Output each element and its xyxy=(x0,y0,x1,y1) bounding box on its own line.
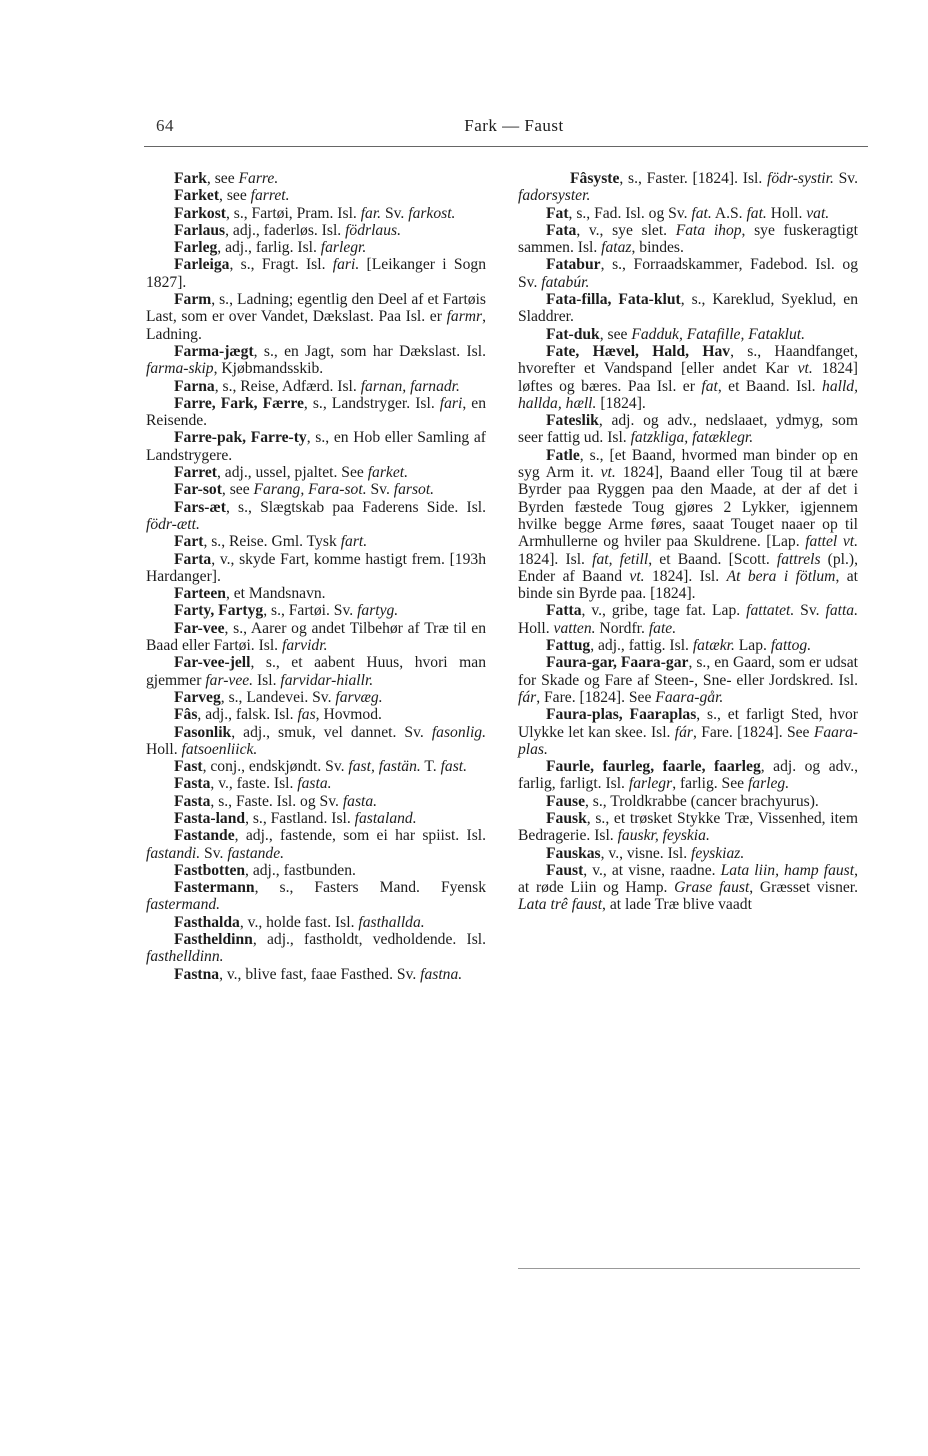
dictionary-entry xyxy=(146,602,486,619)
headword: Farm xyxy=(174,291,212,309)
dictionary-entry xyxy=(518,447,858,603)
dictionary-entry xyxy=(146,585,486,602)
entry-text: , s., et aabent Huus, hvori man gjemmer xyxy=(146,654,486,689)
italic-term: halld, hallda, hæll. xyxy=(518,377,858,412)
entry-text: , see xyxy=(221,481,254,499)
entry-text: , s., en Gaard, som er udsat for Skade og Fare af Steen-, Sne- eller Jordskred. Isl. xyxy=(518,654,858,689)
entry-text: Nordfr. xyxy=(595,619,649,637)
entry-text: , adj., faderløs. Isl. xyxy=(225,221,346,239)
dictionary-entry xyxy=(518,758,858,793)
italic-term: fatzkliga, fatæklegr. xyxy=(630,429,754,447)
italic-term: födrlaus. xyxy=(345,221,401,239)
italic-term: farlegr xyxy=(628,775,673,793)
dictionary-entry xyxy=(518,170,858,205)
entry-text: 1824] løftes og bæres. Paa Isl. er xyxy=(518,360,858,395)
italic-term: fart. xyxy=(340,533,368,551)
italic-term: farsot. xyxy=(393,481,435,499)
entry-text: , s., Fad. Isl. og Sv. xyxy=(568,204,692,222)
dictionary-entry xyxy=(146,291,486,343)
italic-term: farret. xyxy=(250,187,290,205)
italic-term: farkost. xyxy=(408,204,456,222)
dictionary-entry xyxy=(146,827,486,862)
dictionary-entry xyxy=(146,222,486,239)
italic-term: far. xyxy=(360,204,382,222)
dictionary-entry xyxy=(146,429,486,464)
dictionary-entry xyxy=(146,862,486,879)
page-number: 64 xyxy=(156,116,174,135)
italic-term: feyskiaz. xyxy=(691,844,745,862)
entry-text: , s., Fastland. Isl. xyxy=(245,809,355,827)
dictionary-entry xyxy=(518,291,858,326)
dictionary-entry xyxy=(146,879,486,914)
entry-text: , adj. og adv., nedslaaet, ydmyg, som seer fattig ud. Isl. xyxy=(518,412,858,447)
dictionary-entry xyxy=(146,931,486,966)
italic-term: fasonlig. xyxy=(431,723,486,741)
headword: Fata-filla, Fata-klut xyxy=(546,291,681,309)
entry-text: (pl.), Ender af Baand xyxy=(518,550,858,585)
dictionary-entry xyxy=(146,239,486,256)
dictionary-entry xyxy=(146,170,486,187)
italic-term: födr-systir. xyxy=(767,170,834,187)
headword: Fastbotten xyxy=(174,861,246,879)
headword: Far-sot xyxy=(174,481,222,499)
entry-text: , s., Landevei. Sv. xyxy=(220,688,336,706)
dictionary-entry xyxy=(146,499,486,534)
entry-text: Sv. xyxy=(794,602,826,620)
headword: Fatabur xyxy=(546,256,601,274)
dictionary-entry xyxy=(146,706,486,723)
italic-term: fari. xyxy=(332,256,360,274)
dictionary-entry xyxy=(146,724,486,759)
headword: Far-vee-jell xyxy=(174,654,251,672)
left-column xyxy=(146,170,486,983)
italic-term: fattel vt. xyxy=(805,533,858,551)
italic-term: vat. xyxy=(806,204,830,222)
italic-term: fasthelldinn. xyxy=(146,948,224,966)
headword: Farre, Fark, Færre xyxy=(174,394,304,412)
entry-text: , adj., falsk. Isl. xyxy=(197,706,298,724)
dictionary-entry xyxy=(518,637,858,654)
italic-term: fast, fastän. xyxy=(348,758,421,776)
dictionary-entry xyxy=(146,914,486,931)
bottom-rule xyxy=(518,1268,860,1269)
entry-text: , s., Aarer og andet Tilbehør af Træ til en Baad eller Fartøi. Isl. xyxy=(146,619,486,655)
entry-text: , et Mandsnavn. xyxy=(225,585,326,603)
italic-term: fattog. xyxy=(770,637,812,655)
dictionary-entry xyxy=(146,758,486,775)
italic-term: At bera i fötlum xyxy=(726,567,836,585)
italic-term: fasta. xyxy=(342,792,378,810)
headword: Farma-jægt xyxy=(174,342,254,360)
italic-term: farlegr. xyxy=(320,239,367,257)
headword: Farret xyxy=(174,464,217,482)
headword: Faura-plas, Faaraplas xyxy=(546,706,697,724)
headword: Fause xyxy=(546,792,585,810)
italic-term: fatsoenliick. xyxy=(181,740,258,758)
headword: Faurle, faurleg, faarle, faarleg xyxy=(546,758,761,776)
headword: Faust xyxy=(546,861,584,879)
italic-term: far-vee. xyxy=(205,671,254,689)
dictionary-entry xyxy=(146,395,486,430)
entry-text: Sv. xyxy=(381,204,409,222)
dictionary-entry xyxy=(146,654,486,689)
entry-text: , en Reisende. xyxy=(146,394,486,430)
italic-term: fár xyxy=(674,723,693,741)
italic-term: farvidar-hiallr. xyxy=(280,671,374,689)
dictionary-entry xyxy=(146,464,486,481)
entry-text: Isl. xyxy=(253,671,281,689)
entry-text: , Fare. [1824]. See xyxy=(692,723,814,741)
entry-text: T. xyxy=(420,758,441,776)
italic-term: fastandi. xyxy=(146,844,201,862)
entry-text: , bindes. xyxy=(631,239,684,257)
entry-text: Holl. xyxy=(766,204,807,222)
italic-term: Faara-plas. xyxy=(518,723,858,758)
entry-text: , s., Haandfanget, hvorefter et Vandspand [eller andet Kar xyxy=(518,342,858,378)
entry-text: 1824]. Isl. xyxy=(518,550,593,568)
italic-term: fat xyxy=(701,377,718,395)
dictionary-entry xyxy=(146,187,486,204)
entry-text: , sye fuskeragtigt sammen. Isl. xyxy=(518,221,859,257)
italic-term: Lata liin, hamp faust xyxy=(720,861,855,879)
entry-text: , s., Reise. Gml. Tysk xyxy=(203,533,341,551)
italic-term: Fadduk, Fatafille, Fataklut. xyxy=(631,325,806,343)
entry-text: , s., Faste. Isl. og Sv. xyxy=(210,792,343,810)
entry-text: , v., sye slet. xyxy=(576,221,676,239)
entry-text: , adj., farlig. Isl. xyxy=(217,239,321,257)
entry-text: , v., at visne, raadne. xyxy=(583,861,721,879)
italic-term: Faara-går. xyxy=(655,688,724,706)
entry-text: , s., Fartøi. Sv. xyxy=(263,602,358,620)
headword: Farkost xyxy=(174,204,226,222)
dictionary-entry xyxy=(146,775,486,792)
italic-term: fari xyxy=(439,394,463,412)
italic-term: fataz xyxy=(601,239,632,257)
headword: Fateslik xyxy=(546,412,599,430)
entry-text: , s., Ladning; egentlig den Deel af et Fartøis Last, som er over Vandet, Dækslast. Paa Isl. er xyxy=(146,291,486,326)
italic-term: fast. xyxy=(440,758,467,776)
entry-text: , Græsset visner. xyxy=(749,879,859,897)
italic-term: farmr xyxy=(446,308,483,326)
headword: Fasonlik xyxy=(174,723,232,741)
headword: Fars-æt xyxy=(174,498,226,516)
headword: Fasta xyxy=(174,775,211,793)
entry-text: Sv. xyxy=(366,481,394,499)
italic-term: fastande. xyxy=(227,844,285,862)
dictionary-entry xyxy=(518,654,858,706)
italic-term: fat, fetill xyxy=(592,550,649,568)
entry-text: , s., Landstryger. Isl. xyxy=(303,394,440,412)
italic-term: farnan, farnadr. xyxy=(360,377,460,395)
headword: Fastheldinn xyxy=(174,931,253,949)
entry-text: , s., et trøsket Stykke Træ, Vissenhed, item Bedragerie. Isl. xyxy=(518,809,858,845)
italic-term: vatten. xyxy=(553,619,596,637)
running-head: Fark — Faust xyxy=(464,116,564,135)
entry-text: , s., Fasters Mand. Fyensk xyxy=(254,879,486,897)
entry-text: , v., faste. Isl. xyxy=(210,775,298,793)
dictionary-entry xyxy=(518,810,858,845)
headword: Faura-gar, Faara-gar xyxy=(546,654,689,672)
dictionary-entry xyxy=(146,620,486,655)
italic-term: farleg. xyxy=(747,775,790,793)
italic-term: fatækr. xyxy=(692,637,735,655)
entry-text: , s., Slægtskab paa Faderens Side. Isl. xyxy=(225,498,486,516)
dictionary-entry xyxy=(518,706,858,758)
italic-term: fasta. xyxy=(297,775,332,793)
headword: Fastermann xyxy=(174,879,255,897)
right-column xyxy=(518,170,858,914)
headword: Farna xyxy=(174,377,215,395)
italic-term: vt. xyxy=(600,464,616,482)
entry-text: , v., blive fast, faae Fasthed. Sv. xyxy=(219,965,421,983)
entry-text: A.S. xyxy=(711,204,747,222)
entry-text: , s., Fartøi, Pram. Isl. xyxy=(225,204,361,222)
italic-term: fatta. xyxy=(825,602,858,620)
italic-term: Lata trê faust xyxy=(518,896,603,914)
entry-text: , conj., endskjøndt. Sv. xyxy=(202,758,349,776)
italic-term: fattrels xyxy=(776,550,821,568)
dictionary-entry xyxy=(146,551,486,586)
italic-term: vt. xyxy=(629,567,645,585)
header-rule xyxy=(144,146,868,147)
dictionary-entry xyxy=(146,689,486,706)
headword: Fauskas xyxy=(546,844,601,862)
dictionary-entry xyxy=(518,205,858,222)
dictionary-entry xyxy=(518,222,858,257)
entry-text: Lap. xyxy=(734,637,771,655)
entry-text: 1824], Baand eller Toug til at bære Byrder paa Ryggen paa den Maade, at der af det i Byrden fæstede Toug gjøres 2 Lykker, igjennem hvilke begge Arme føres, saaat Touget naaer op til Armhullerne og hviler paa Skuldrene. [Lap. xyxy=(518,464,858,551)
headword: Fate, Hævel, Hald, Hav xyxy=(546,342,731,360)
headword: Fâs xyxy=(174,706,198,724)
italic-term: farvidr. xyxy=(281,637,328,655)
headword: Farteen xyxy=(174,585,226,603)
italic-term: fauskr, feyskia. xyxy=(617,827,710,845)
headword: Fark xyxy=(174,170,207,187)
entry-text: , et Baand. [Scott. xyxy=(648,550,777,568)
italic-term: fasthallda. xyxy=(358,913,425,931)
entry-text: , v., visne. Isl. xyxy=(600,844,691,862)
italic-term: Grase faust xyxy=(674,879,750,897)
italic-term: fat. xyxy=(691,204,712,222)
headword: Far-vee xyxy=(174,619,225,637)
headword: Farta xyxy=(174,550,212,568)
headword: Fâsyste xyxy=(570,170,620,187)
entry-text: , adj. og adv., farlig, farligt. Isl. xyxy=(518,758,859,793)
italic-term: farma-skip xyxy=(146,360,214,378)
headword: Fastande xyxy=(174,827,235,845)
headword: Fat xyxy=(546,204,569,222)
headword: Fasta-land xyxy=(174,809,246,827)
entry-text: , v., holde fast. Isl. xyxy=(239,913,359,931)
entry-text: , adj., fastende, som ei har spiist. Isl. xyxy=(234,827,486,845)
dictionary-entry xyxy=(518,602,858,637)
headword: Farleiga xyxy=(174,256,230,274)
dictionary-entry xyxy=(146,810,486,827)
dictionary-entry xyxy=(146,343,486,378)
italic-term: fastermand. xyxy=(146,896,221,914)
headword: Fart xyxy=(174,533,204,551)
entry-text: , farlig. See xyxy=(672,775,748,793)
entry-text: , s., Troldkrabbe (cancer brachyurus). xyxy=(584,792,819,810)
entry-text: , at binde sin Byrde paa. [1824]. xyxy=(518,567,858,603)
italic-term: vt. xyxy=(797,360,813,378)
dictionary-entry xyxy=(146,481,486,498)
entry-text: Sv. xyxy=(200,844,228,862)
italic-term: fat. xyxy=(746,204,767,222)
italic-term: fár xyxy=(518,688,537,706)
entry-text: , s., en Hob eller Samling af Landstrygere. xyxy=(146,429,486,464)
headword: Fasthalda xyxy=(174,913,240,931)
entry-text: Holl. xyxy=(518,619,554,637)
dictionary-entry xyxy=(518,845,858,862)
italic-term: fatabúr. xyxy=(541,273,590,291)
entry-text: , s., et farligt Sted, hvor Ulykke let kan skee. Isl. xyxy=(518,706,858,741)
italic-term: fas xyxy=(297,706,316,724)
italic-term: fastna. xyxy=(420,965,463,983)
dictionary-entry xyxy=(518,326,858,343)
entry-text: Holl. xyxy=(146,740,182,758)
headword: Fausk xyxy=(546,809,587,827)
entry-text: , s., Forraadskammer, Fadebod. Isl. og Sv. xyxy=(518,256,858,291)
italic-term: farket. xyxy=(367,464,408,482)
dictionary-entry xyxy=(146,966,486,983)
dictionary-entry xyxy=(146,533,486,550)
dictionary-entry xyxy=(146,256,486,291)
entry-text: , s., Faster. [1824]. Isl. xyxy=(619,170,768,187)
entry-text: , see xyxy=(599,325,632,343)
entry-text: , Kjøbmandsskib. xyxy=(213,360,324,378)
entry-text: , adj., fastholdt, vedholdende. Isl. xyxy=(252,931,486,949)
italic-term: farvæg. xyxy=(335,688,383,706)
entry-text: , Hovmod. xyxy=(315,706,382,724)
entry-text: [1824]. xyxy=(596,394,646,412)
dictionary-entry xyxy=(518,343,858,412)
entry-text: , see xyxy=(219,187,251,205)
entry-text: , s., Fragt. Isl. xyxy=(229,256,333,274)
entry-text: , adj., ussel, pjaltet. See xyxy=(217,464,368,482)
italic-term: fate. xyxy=(648,619,677,637)
entry-text: , at lade Træ blive vaadt xyxy=(602,896,752,914)
headword: Fat-duk xyxy=(546,325,600,343)
entry-text: , v., skyde Fart, komme hastigt frem. [193h Hardanger]. xyxy=(146,550,486,585)
headword: Fasta xyxy=(174,792,211,810)
dictionary-entry xyxy=(518,256,858,291)
dictionary-entry xyxy=(146,205,486,222)
italic-term: fattatet. xyxy=(746,602,795,620)
entry-text: 1824]. Isl. xyxy=(644,567,727,585)
italic-term: fadorsyster. xyxy=(518,187,591,205)
entry-text: , s., en Jagt, som har Dækslast. Isl. xyxy=(253,342,486,360)
entry-text: , adj., fattig. Isl. xyxy=(590,637,693,655)
italic-term: Fata ihop xyxy=(675,221,742,239)
headword: Farre-pak, Farre-ty xyxy=(174,429,307,447)
headword: Farveg xyxy=(174,688,221,706)
headword: Farket xyxy=(174,187,220,205)
dictionary-entry xyxy=(518,793,858,810)
entry-text: , v., gribe, tage fat. Lap. xyxy=(581,602,747,620)
italic-term: Farang, Fara-sot. xyxy=(253,481,367,499)
entry-text: , see xyxy=(206,170,239,187)
headword: Farleg xyxy=(174,239,218,257)
italic-term: fartyg. xyxy=(357,602,399,620)
entry-text: , adj., fastbunden. xyxy=(245,861,356,879)
headword: Fast xyxy=(174,758,203,776)
headword: Farty, Fartyg xyxy=(174,602,264,620)
headword: Fatta xyxy=(546,602,582,620)
entry-text: , adj., smuk, vel dannet. Sv. xyxy=(231,723,432,741)
headword: Fatle xyxy=(546,446,580,464)
dictionary-entry xyxy=(518,412,858,447)
headword: Farlaus xyxy=(174,221,226,239)
entry-text: , s., Reise, Adfærd. Isl. xyxy=(214,377,361,395)
italic-term: fastaland. xyxy=(354,809,417,827)
headword: Fata xyxy=(546,221,577,239)
entry-text: , s., [et Baand, hvormed man binder op en syg Arm it. xyxy=(518,446,858,482)
headword: Fattug xyxy=(546,637,591,655)
entry-text: , at røde Liin og Hamp. xyxy=(518,861,858,897)
dictionary-entry xyxy=(146,793,486,810)
dictionary-entry xyxy=(146,378,486,395)
italic-term: Farre. xyxy=(238,170,279,187)
entry-text: , Ladning. xyxy=(146,308,486,343)
entry-text: , Fare. [1824]. See xyxy=(536,688,656,706)
italic-term: födr-ætt. xyxy=(146,515,200,533)
headword: Fastna xyxy=(174,965,220,983)
entry-text: , et Baand. Isl. xyxy=(717,377,823,395)
dictionary-entry xyxy=(518,862,858,914)
entry-text: , s., Kareklud, Syeklud, en Sladdrer. xyxy=(518,291,858,326)
entry-text: [Leikanger i Sogn 1827]. xyxy=(146,256,486,291)
entry-text: Sv. xyxy=(833,170,858,187)
